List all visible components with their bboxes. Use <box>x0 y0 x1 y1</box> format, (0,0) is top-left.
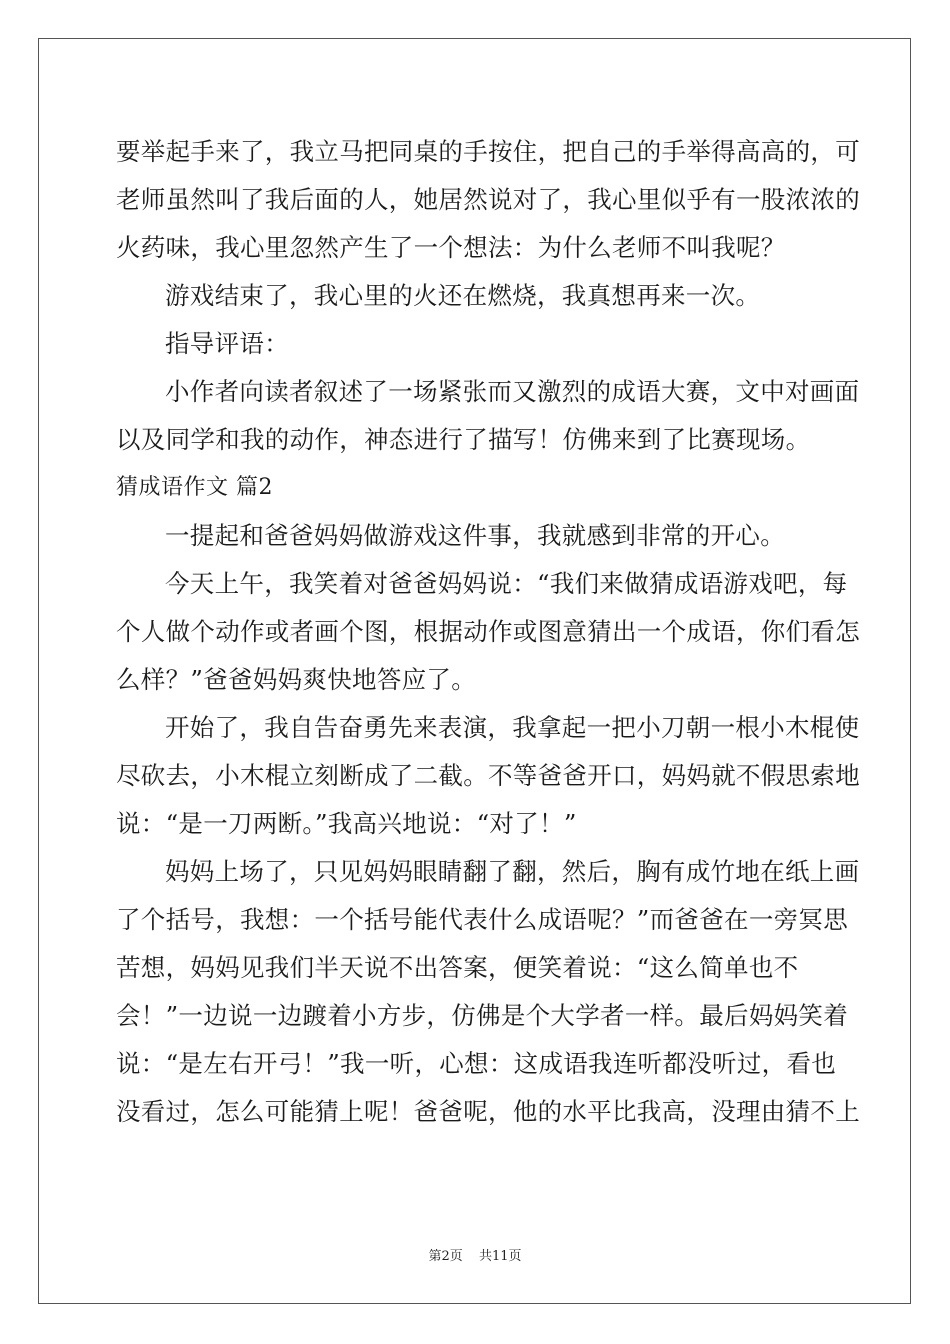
text-line: 要举起手来了，我立马把同桌的手按住，把自己的手举得高高的，可 <box>116 137 860 166</box>
text-line: 没看过，怎么可能猜上呢！爸爸呢，他的水平比我高，没理由猜不上 <box>116 1097 860 1126</box>
text-line: 么样？”爸爸妈妈爽快地答应了。 <box>116 665 477 694</box>
text-line: 今天上午，我笑着对爸爸妈妈说：“我们来做猜成语游戏吧，每 <box>165 569 848 598</box>
page-number: 第2页 <box>428 1249 463 1264</box>
document-body <box>116 128 860 1136</box>
section-heading: 猜成语作文 篇2 <box>116 475 273 500</box>
text-line: 个人做个动作或者画个图，根据动作或图意猜出一个成语，你们看怎 <box>116 617 860 646</box>
text-line: 了个括号，我想：一个括号能代表什么成语呢？”而爸爸在一旁冥思 <box>116 905 849 934</box>
text-line: 苦想，妈妈见我们半天说不出答案，便笑着说：“这么简单也不 <box>116 953 799 982</box>
text-line: 指导评语： <box>165 329 289 358</box>
text-line: 老师虽然叫了我后面的人，她居然说对了，我心里似乎有一股浓浓的 <box>116 185 860 214</box>
text-line: 游戏结束了，我心里的火还在燃烧，我真想再来一次。 <box>165 281 761 310</box>
text-line: 以及同学和我的动作，神态进行了描写！仿佛来到了比赛现场。 <box>116 425 811 454</box>
text-line: 说：“是一刀两断。”我高兴地说：“对了！” <box>116 809 577 838</box>
text-line: 火药味，我心里忽然产生了一个想法：为什么老师不叫我呢？ <box>116 233 786 262</box>
text-line: 会！”一边说一边踱着小方步，仿佛是个大学者一样。最后妈妈笑着 <box>116 1001 849 1030</box>
text-line: 开始了，我自告奋勇先来表演，我拿起一把小刀朝一根小木棍使 <box>165 713 860 742</box>
text-line: 妈妈上场了，只见妈妈眼睛翻了翻，然后，胸有成竹地在纸上画 <box>165 857 860 886</box>
page-footer <box>0 1245 950 1264</box>
text-line: 说：“是左右开弓！”我一听，心想：这成语我连听都没听过，看也 <box>116 1049 837 1078</box>
text-line: 一提起和爸爸妈妈做游戏这件事，我就感到非常的开心。 <box>165 521 785 550</box>
page-total: 共11页 <box>478 1249 522 1264</box>
text-line: 小作者向读者叙述了一场紧张而又激烈的成语大赛，文中对画面 <box>165 377 860 406</box>
text-line: 尽砍去，小木棍立刻断成了二截。不等爸爸开口，妈妈就不假思索地 <box>116 761 860 790</box>
